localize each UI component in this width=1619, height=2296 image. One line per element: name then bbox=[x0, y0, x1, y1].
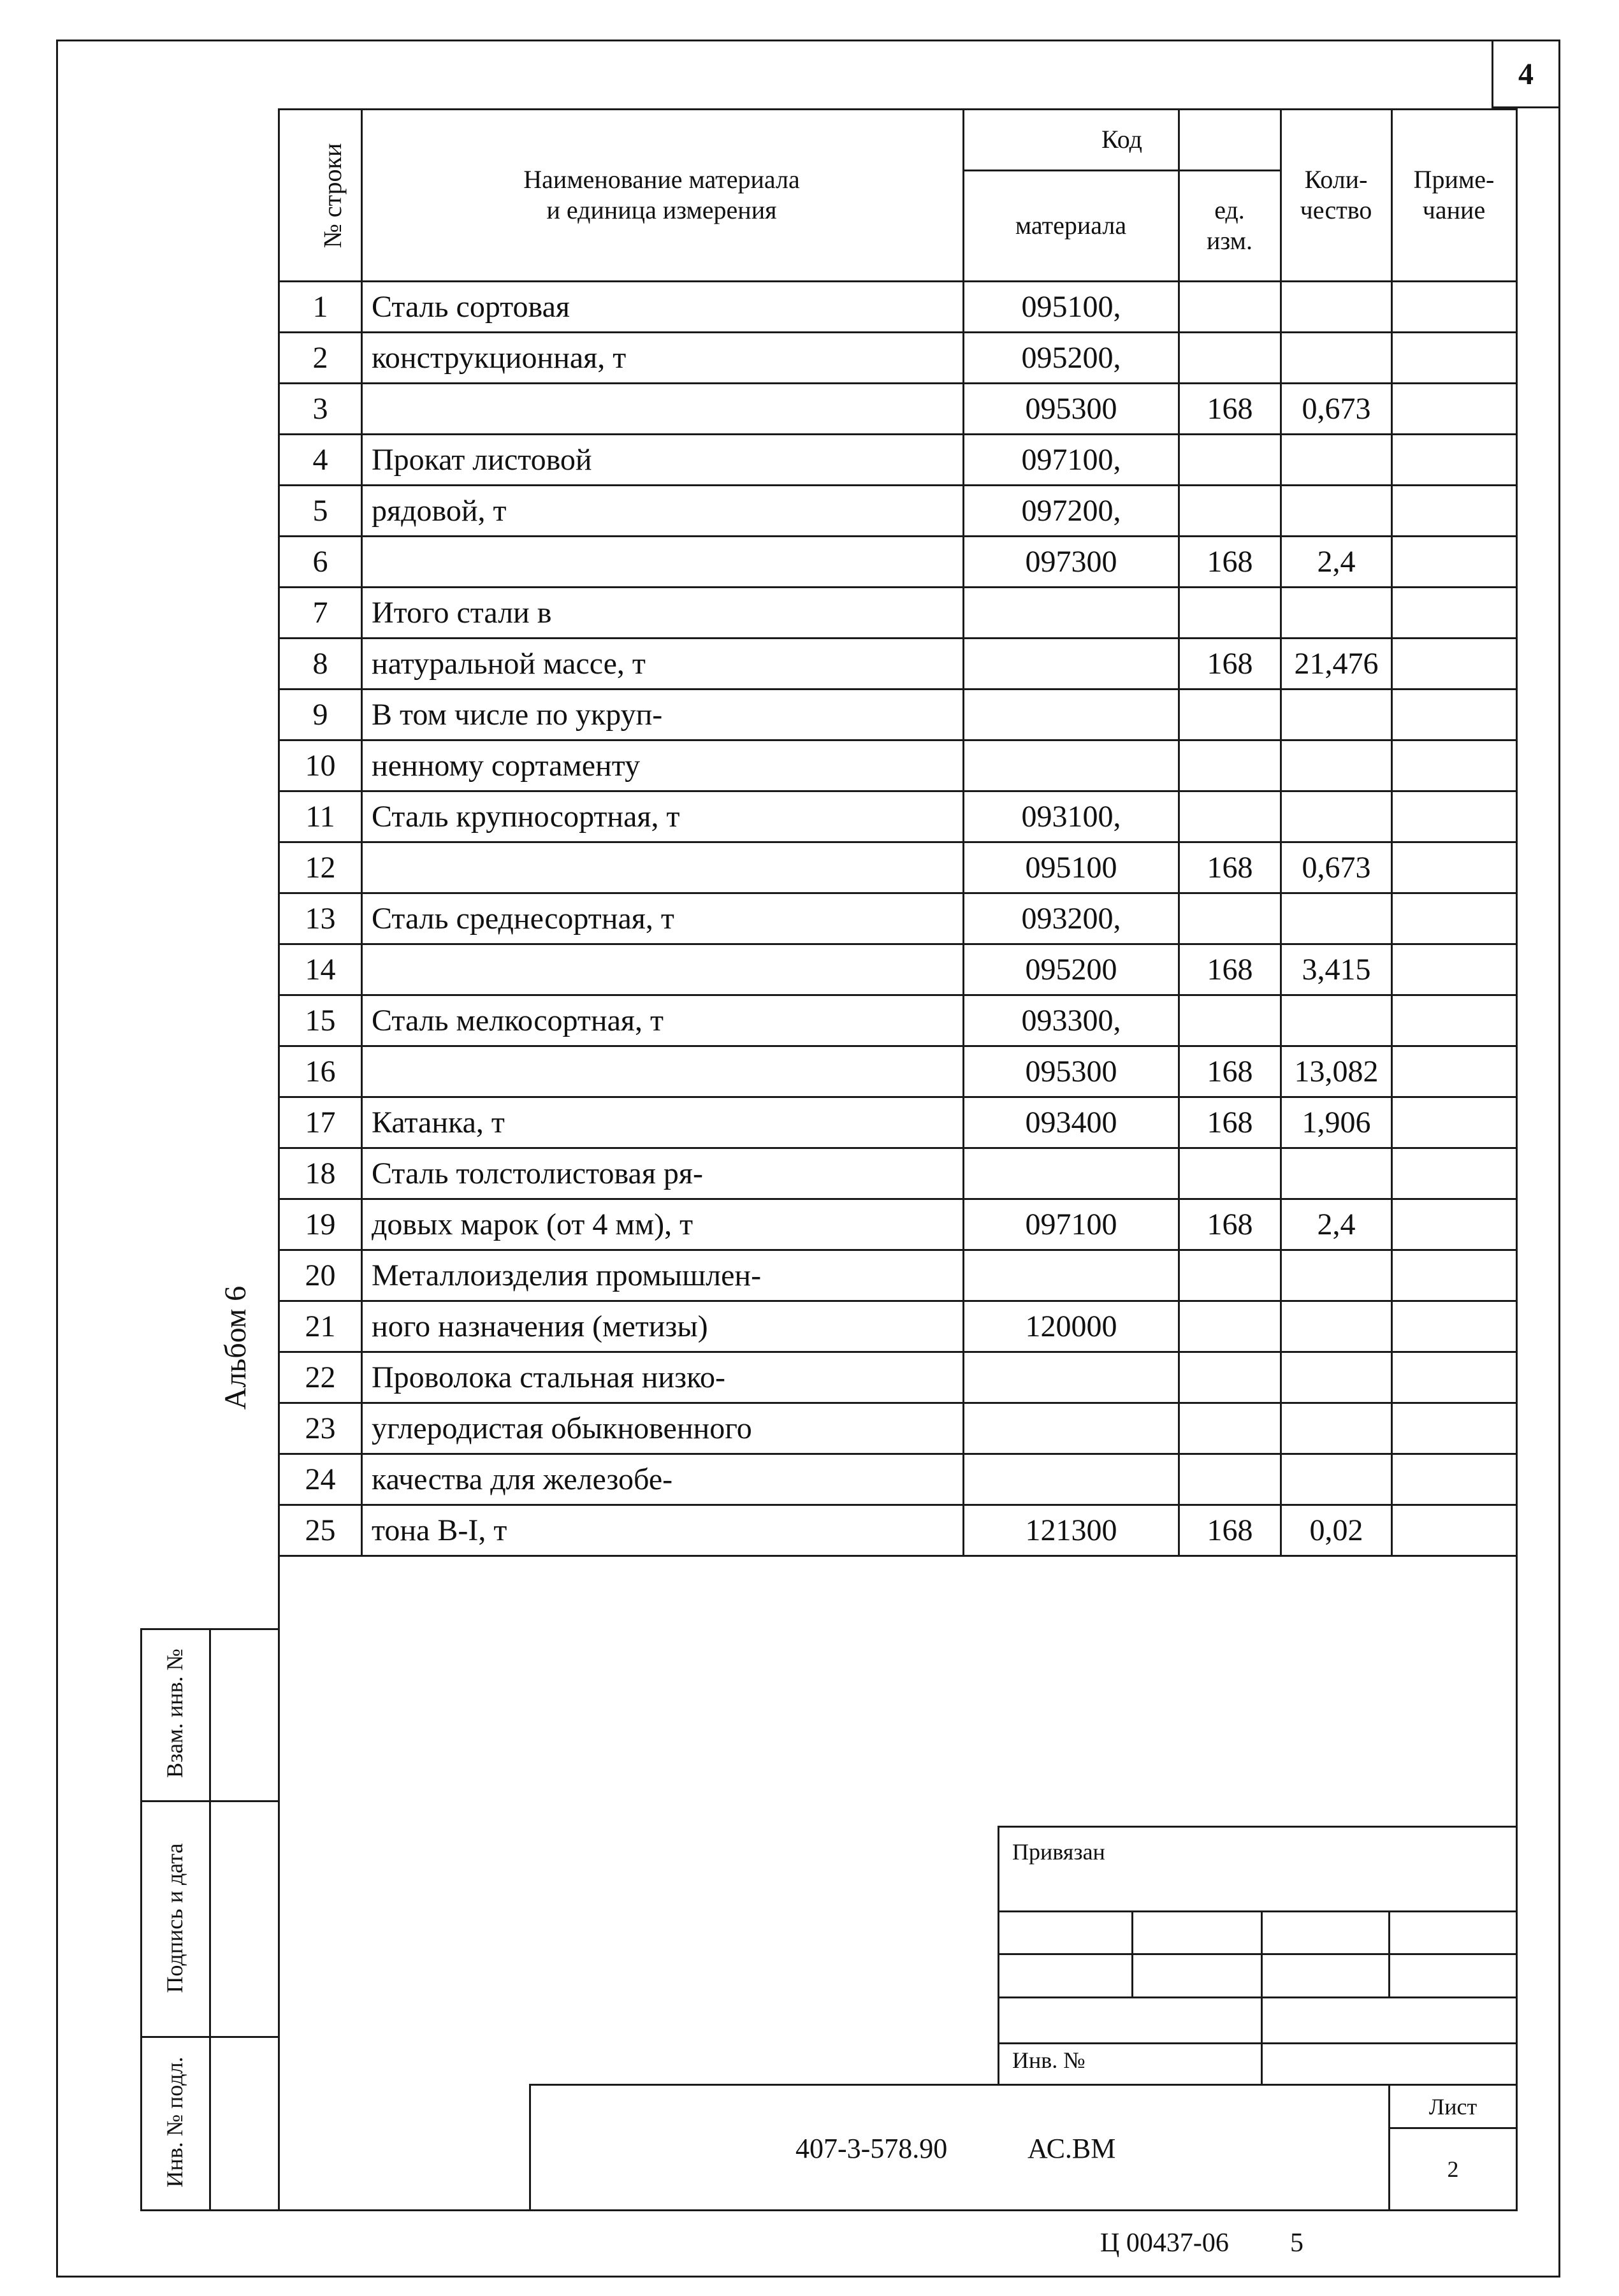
header-material-name: Наименование материала и единица измерения bbox=[523, 165, 800, 224]
doc-mark: АС.ВМ bbox=[1027, 2133, 1116, 2164]
material-name-cell bbox=[363, 384, 962, 433]
note-cell bbox=[1393, 588, 1516, 637]
quantity-cell: 2,4 bbox=[1317, 1208, 1356, 1241]
note-cell bbox=[1393, 792, 1516, 841]
left-stamp-divider bbox=[209, 1628, 211, 2211]
privyazan-label: Привязан bbox=[1012, 1839, 1105, 1865]
unit-code-cell: 168 bbox=[1207, 1208, 1253, 1241]
quantity-cell bbox=[1282, 1404, 1391, 1453]
material-name-cell: Сталь мелкосортная, т bbox=[372, 1004, 664, 1037]
material-name-cell: Прокат листовой bbox=[372, 443, 592, 477]
material-name-cell: тона В-I, т bbox=[372, 1513, 507, 1547]
material-code-cell bbox=[964, 639, 1178, 688]
privyazan-line-4 bbox=[998, 2042, 1518, 2044]
row-number-cell: 23 bbox=[305, 1412, 336, 1445]
unit-code-cell bbox=[1180, 1251, 1280, 1300]
material-name-cell: ного назначения (метизы) bbox=[372, 1310, 708, 1343]
unit-code-cell bbox=[1180, 1455, 1280, 1504]
material-code-cell: 120000 bbox=[1025, 1310, 1117, 1343]
material-code-cell bbox=[964, 1455, 1178, 1504]
quantity-cell: 21,476 bbox=[1294, 647, 1379, 681]
header-note: Приме- чание bbox=[1413, 165, 1495, 224]
quantity-cell bbox=[1282, 1353, 1391, 1402]
row-number-cell: 9 bbox=[312, 698, 328, 732]
material-name-cell: довых марок (от 4 мм), т bbox=[372, 1208, 693, 1241]
quantity-cell bbox=[1282, 1149, 1391, 1198]
quantity-cell bbox=[1282, 588, 1391, 637]
unit-code-cell bbox=[1180, 894, 1280, 943]
row-number-cell: 2 bbox=[312, 341, 328, 375]
row-number-cell: 5 bbox=[312, 494, 328, 528]
row-number-cell: 24 bbox=[305, 1462, 336, 1496]
left-stamp-sep-2 bbox=[140, 2036, 280, 2038]
unit-code-cell: 168 bbox=[1207, 1055, 1253, 1088]
note-cell bbox=[1393, 1200, 1516, 1249]
privyazan-col-1 bbox=[1131, 1910, 1133, 1998]
unit-code-cell: 168 bbox=[1207, 851, 1253, 884]
header-quantity: Коли- чество bbox=[1300, 165, 1372, 224]
row-number-cell: 13 bbox=[305, 902, 336, 935]
doc-code: 407-3-578.90 bbox=[795, 2133, 948, 2164]
row-number-cell: 11 bbox=[305, 800, 335, 834]
material-code-cell: 097100 bbox=[1025, 1208, 1117, 1241]
unit-code-cell: 168 bbox=[1207, 1513, 1253, 1547]
note-cell bbox=[1393, 1302, 1516, 1351]
footer-page: 5 bbox=[1290, 2228, 1303, 2258]
stamp-vzam-inv: Взам. инв. № bbox=[162, 1649, 187, 1778]
quantity-cell: 13,082 bbox=[1294, 1055, 1379, 1088]
material-name-cell: Сталь среднесортная, т bbox=[372, 902, 674, 935]
quantity-cell bbox=[1282, 282, 1391, 331]
inv-no-label: Инв. № bbox=[1012, 2047, 1085, 2073]
material-code-cell bbox=[964, 1353, 1178, 1402]
note-cell bbox=[1393, 1404, 1516, 1453]
unit-code-cell: 168 bbox=[1207, 545, 1253, 579]
quantity-cell bbox=[1282, 690, 1391, 739]
material-name-cell: рядовой, т bbox=[372, 494, 507, 528]
quantity-cell: 3,415 bbox=[1302, 953, 1371, 986]
quantity-cell bbox=[1282, 486, 1391, 535]
album-label: Альбом 6 bbox=[219, 1285, 252, 1410]
material-code-cell: 095200, bbox=[1021, 341, 1121, 375]
unit-code-cell bbox=[1180, 1404, 1280, 1453]
unit-code-cell bbox=[1180, 435, 1280, 484]
sheet-number: 4 bbox=[1518, 57, 1534, 91]
table-row-line-25 bbox=[278, 1555, 1518, 1557]
note-cell bbox=[1393, 996, 1516, 1045]
material-name-cell bbox=[363, 537, 962, 586]
note-cell bbox=[1393, 537, 1516, 586]
material-code-cell: 093300, bbox=[1021, 1004, 1121, 1037]
unit-code-cell bbox=[1180, 1302, 1280, 1351]
footer-code: Ц 00437-06 bbox=[1100, 2228, 1229, 2258]
material-name-cell bbox=[363, 843, 962, 892]
quantity-cell: 1,906 bbox=[1302, 1106, 1371, 1139]
unit-code-cell bbox=[1180, 741, 1280, 790]
unit-code-cell: 168 bbox=[1207, 392, 1253, 426]
note-cell bbox=[1393, 1353, 1516, 1402]
unit-code-cell bbox=[1180, 1353, 1280, 1402]
material-name-cell: конструкционная, т bbox=[372, 341, 627, 375]
row-number-cell: 21 bbox=[305, 1310, 336, 1343]
quantity-cell bbox=[1282, 1455, 1391, 1504]
note-cell bbox=[1393, 435, 1516, 484]
material-name-cell: натуральной массе, т bbox=[372, 647, 646, 681]
note-cell bbox=[1393, 945, 1516, 994]
row-number-cell: 20 bbox=[305, 1259, 336, 1292]
stamp-inv-podl: Инв. № подл. bbox=[162, 2056, 187, 2188]
note-cell bbox=[1393, 282, 1516, 331]
material-name-cell: Итого стали в bbox=[372, 596, 552, 630]
note-cell bbox=[1393, 1506, 1516, 1555]
material-code-cell bbox=[964, 588, 1178, 637]
row-number-cell: 3 bbox=[312, 392, 328, 426]
unit-code-cell bbox=[1180, 1149, 1280, 1198]
quantity-cell bbox=[1282, 435, 1391, 484]
note-cell bbox=[1393, 333, 1516, 382]
row-number-cell: 22 bbox=[305, 1361, 336, 1394]
material-name-cell: качества для железобе- bbox=[372, 1462, 673, 1496]
note-cell bbox=[1393, 1149, 1516, 1198]
material-code-cell: 097200, bbox=[1021, 494, 1121, 528]
material-code-cell bbox=[964, 1251, 1178, 1300]
header-code-group: Код bbox=[1101, 125, 1142, 154]
material-code-cell bbox=[964, 741, 1178, 790]
material-name-cell bbox=[363, 945, 962, 994]
list-value: 2 bbox=[1447, 2156, 1459, 2182]
privyazan-col-2 bbox=[1261, 1910, 1263, 2084]
material-name-cell: Сталь сортовая bbox=[372, 290, 570, 324]
stamp-podpis-data: Подпись и дата bbox=[162, 1843, 187, 1993]
privyazan-col-3 bbox=[1388, 1910, 1390, 1998]
note-cell bbox=[1393, 639, 1516, 688]
note-cell bbox=[1393, 690, 1516, 739]
row-number-cell: 18 bbox=[305, 1157, 336, 1190]
row-number-cell: 6 bbox=[312, 545, 328, 579]
unit-code-cell bbox=[1180, 996, 1280, 1045]
row-number-cell: 4 bbox=[312, 443, 328, 477]
material-code-cell: 093100, bbox=[1021, 800, 1121, 834]
row-number-cell: 16 bbox=[305, 1055, 336, 1088]
unit-code-cell bbox=[1180, 282, 1280, 331]
privyazan-line-1 bbox=[998, 1910, 1518, 1912]
quantity-cell: 0,673 bbox=[1302, 851, 1371, 884]
table-col-line-6 bbox=[1516, 108, 1518, 1557]
note-cell bbox=[1393, 741, 1516, 790]
list-label: Лист bbox=[1428, 2093, 1477, 2119]
quantity-cell bbox=[1282, 894, 1391, 943]
note-cell bbox=[1393, 1047, 1516, 1096]
unit-code-cell bbox=[1180, 333, 1280, 382]
material-name-cell: Сталь толстолистовая ря- bbox=[372, 1157, 703, 1190]
note-cell bbox=[1393, 384, 1516, 433]
material-code-cell: 095200 bbox=[1025, 953, 1117, 986]
row-number-cell: 10 bbox=[305, 749, 336, 783]
quantity-cell: 2,4 bbox=[1317, 545, 1356, 579]
row-number-cell: 7 bbox=[312, 596, 328, 630]
doc-title-block bbox=[529, 2084, 1518, 2211]
unit-code-cell bbox=[1180, 486, 1280, 535]
row-number-cell: 19 bbox=[305, 1208, 336, 1241]
material-name-cell bbox=[363, 1047, 962, 1096]
material-name-cell: Сталь крупносортная, т bbox=[372, 800, 680, 834]
unit-code-cell bbox=[1180, 792, 1280, 841]
material-code-cell: 095100 bbox=[1025, 851, 1117, 884]
row-number-cell: 8 bbox=[312, 647, 328, 681]
header-row-number: № строки bbox=[318, 143, 347, 249]
unit-code-cell bbox=[1180, 690, 1280, 739]
header-code-unit: ед. изм. bbox=[1207, 196, 1252, 255]
privyazan-line-2 bbox=[998, 1953, 1518, 1955]
privyazan-line-3 bbox=[998, 1996, 1518, 1998]
left-stamp-sep-1 bbox=[140, 1800, 280, 1802]
quantity-cell bbox=[1282, 741, 1391, 790]
row-number-cell: 15 bbox=[305, 1004, 336, 1037]
material-code-cell: 095300 bbox=[1025, 1055, 1117, 1088]
material-code-cell bbox=[964, 690, 1178, 739]
quantity-cell bbox=[1282, 996, 1391, 1045]
header-code-material: материала bbox=[1015, 211, 1127, 240]
material-code-cell bbox=[964, 1149, 1178, 1198]
quantity-cell bbox=[1282, 333, 1391, 382]
row-number-cell: 25 bbox=[305, 1513, 336, 1547]
material-name-cell: Проволока стальная низко- bbox=[372, 1361, 725, 1394]
note-cell bbox=[1393, 1455, 1516, 1504]
quantity-cell bbox=[1282, 1302, 1391, 1351]
unit-code-cell: 168 bbox=[1207, 647, 1253, 681]
material-code-cell: 121300 bbox=[1025, 1513, 1117, 1547]
material-code-cell: 097100, bbox=[1021, 443, 1121, 477]
material-name-cell: Металлоизделия промышлен- bbox=[372, 1259, 762, 1292]
material-name-cell: ненному сортаменту bbox=[372, 749, 641, 783]
material-code-cell: 093400 bbox=[1025, 1106, 1117, 1139]
note-cell bbox=[1393, 1251, 1516, 1300]
material-name-cell: углеродистая обыкновенного bbox=[372, 1412, 752, 1445]
material-name-cell: Катанка, т bbox=[372, 1106, 505, 1139]
note-cell bbox=[1393, 1098, 1516, 1147]
quantity-cell: 0,673 bbox=[1302, 392, 1371, 426]
row-number-cell: 17 bbox=[305, 1106, 336, 1139]
material-name-cell: В том числе по укруп- bbox=[372, 698, 663, 732]
unit-code-cell: 168 bbox=[1207, 1106, 1253, 1139]
row-number-cell: 14 bbox=[305, 953, 336, 986]
note-cell bbox=[1393, 894, 1516, 943]
note-cell bbox=[1393, 843, 1516, 892]
quantity-cell: 0,02 bbox=[1309, 1513, 1363, 1547]
row-number-cell: 12 bbox=[305, 851, 336, 884]
material-code-cell: 095100, bbox=[1021, 290, 1121, 324]
unit-code-cell bbox=[1180, 588, 1280, 637]
material-code-cell: 097300 bbox=[1025, 545, 1117, 579]
note-cell bbox=[1393, 486, 1516, 535]
material-code-cell: 093200, bbox=[1021, 902, 1121, 935]
row-number-cell: 1 bbox=[312, 290, 328, 324]
material-code-cell: 095300 bbox=[1025, 392, 1117, 426]
quantity-cell bbox=[1282, 792, 1391, 841]
quantity-cell bbox=[1282, 1251, 1391, 1300]
unit-code-cell: 168 bbox=[1207, 953, 1253, 986]
material-code-cell bbox=[964, 1404, 1178, 1453]
